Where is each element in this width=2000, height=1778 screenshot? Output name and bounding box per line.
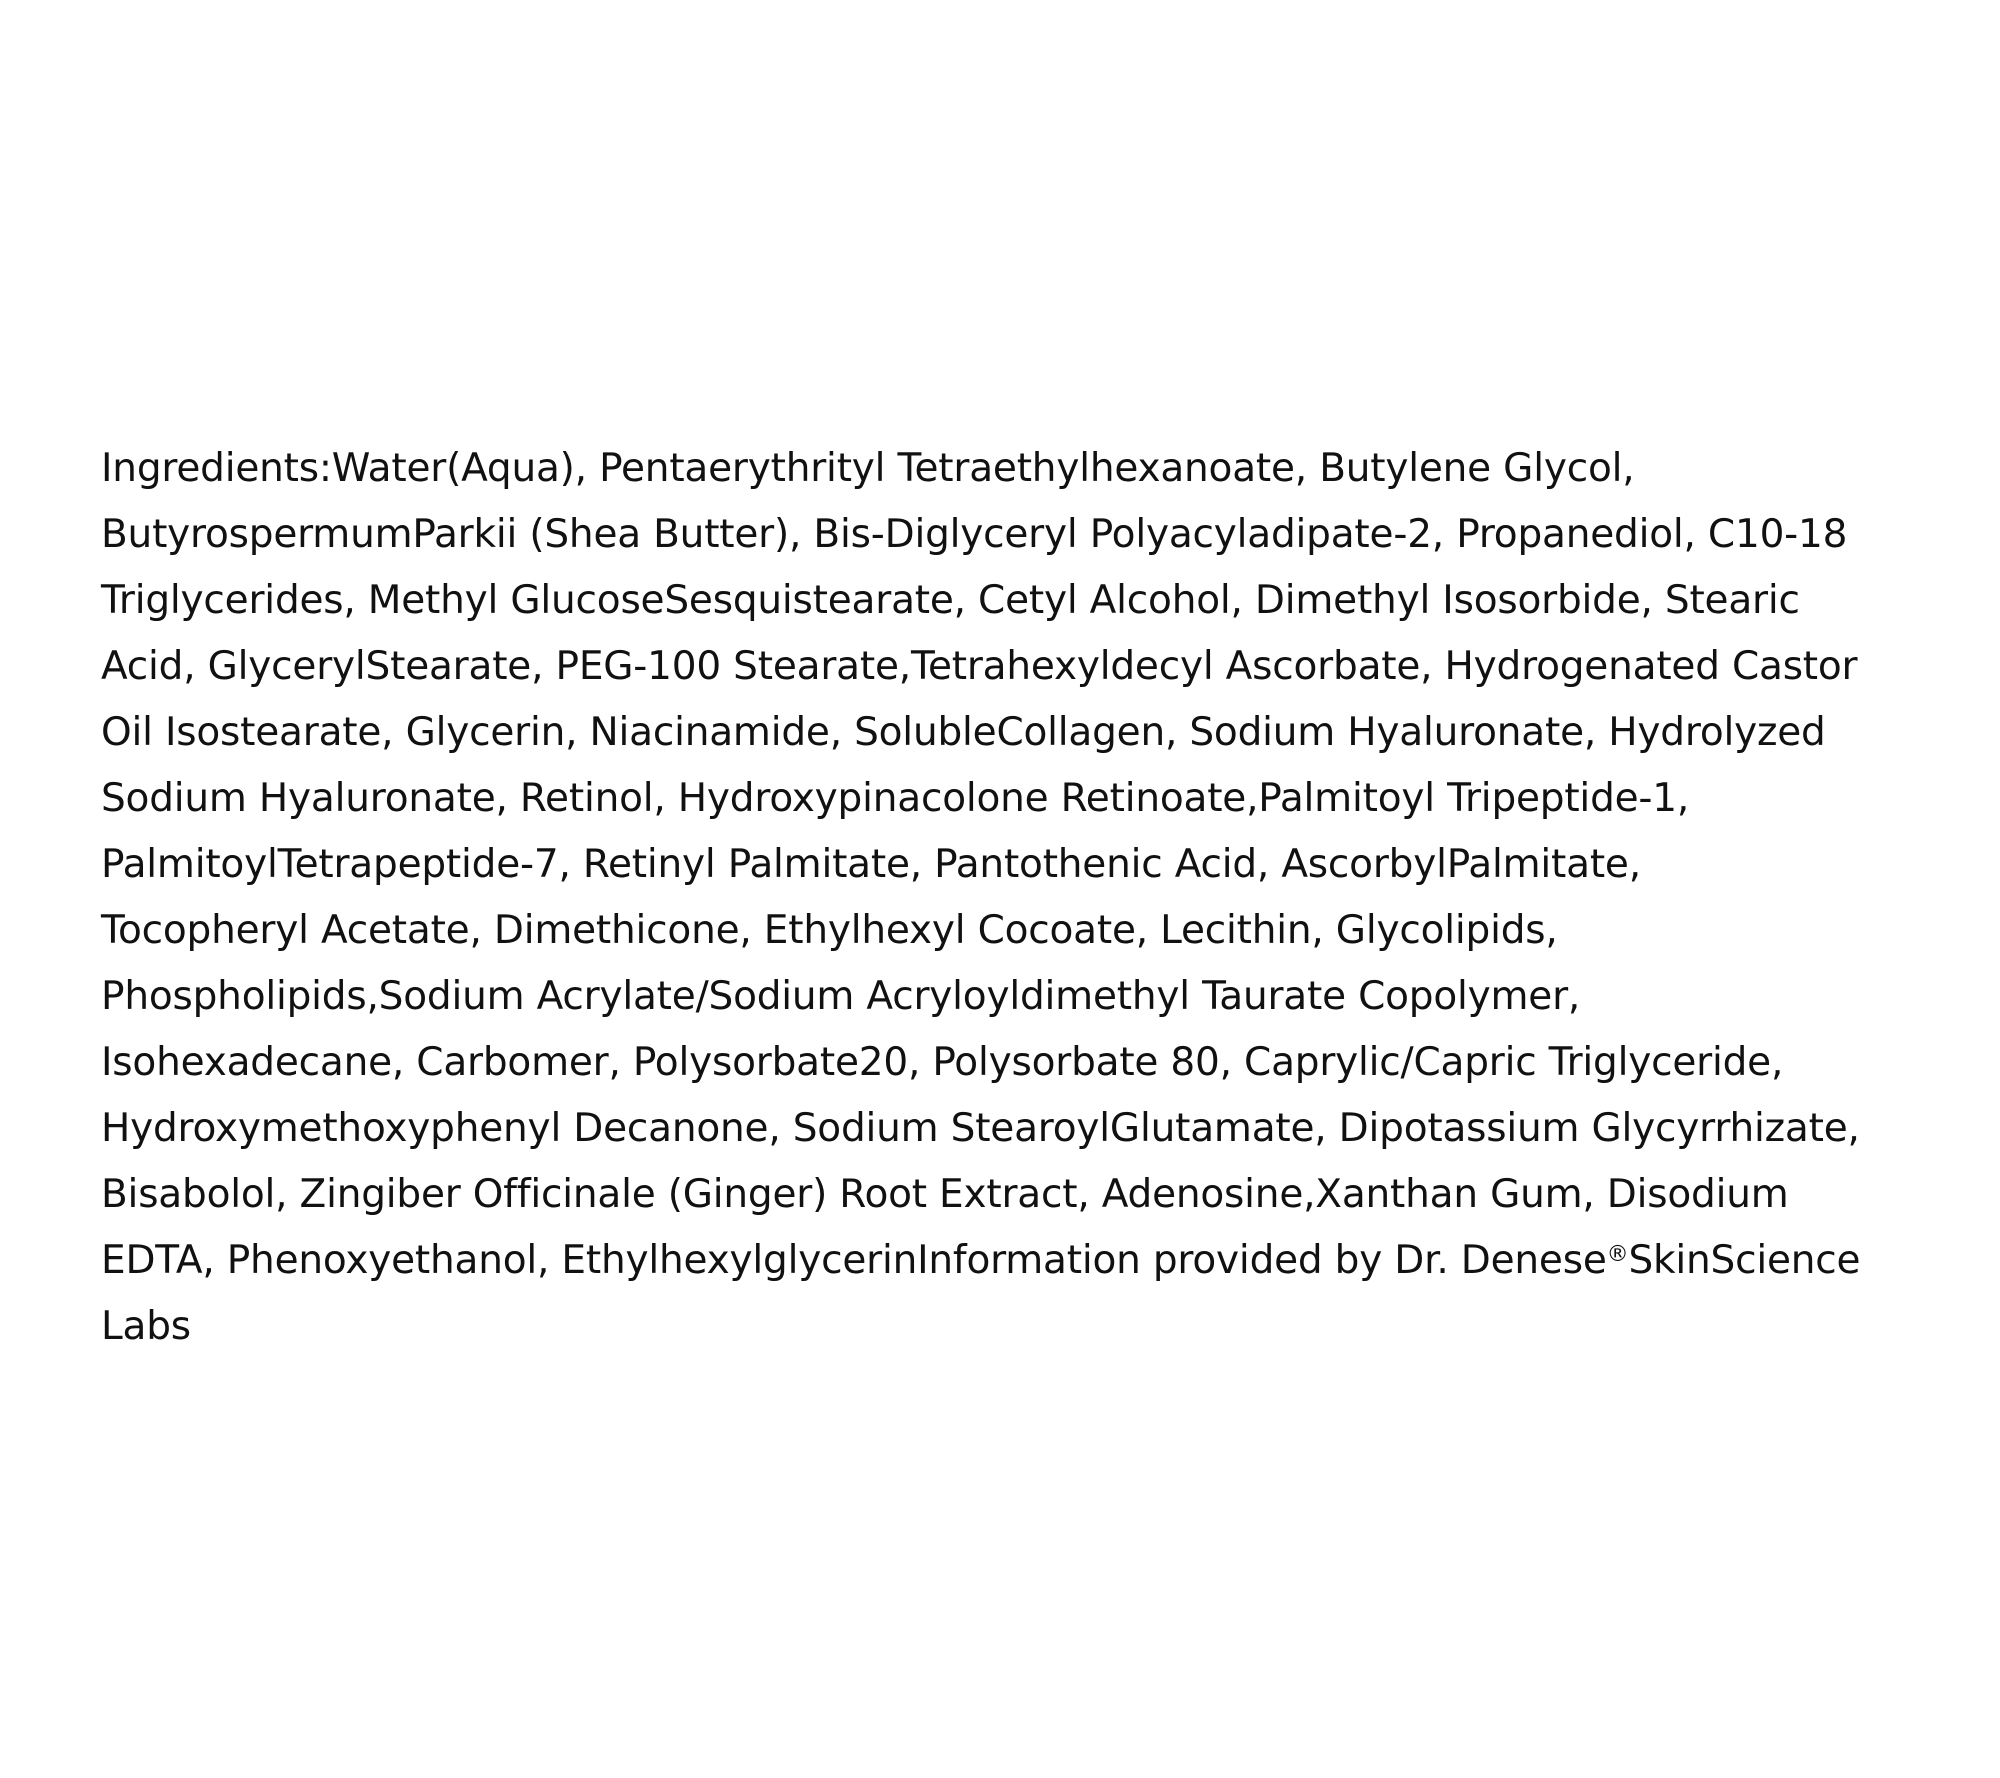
source-text: EDTA, Phenoxyethanol, EthylhexylglycerinInformation provided by Dr. Denese [101, 1238, 1607, 1283]
registered-trademark-mark: ® [1606, 1242, 1629, 1267]
ingredients-line: Tocopheryl Acetate, Dimethicone, Ethylhexyl Cocoate, Lecithin, Glycolipids, [101, 908, 1558, 953]
source-line [101, 1228, 1981, 1294]
ingredients-line: Isohexadecane, Carbomer, Polysorbate20, Polysorbate 80, Caprylic/Capric Triglyceride, [101, 1040, 1784, 1085]
ingredients-paragraph [101, 436, 1981, 1360]
ingredients-line: Hydroxymethoxyphenyl Decanone, Sodium StearoylGlutamate, Dipotassium Glycyrrhizate, [101, 1106, 1860, 1151]
ingredients-line: PalmitoylTetrapeptide-7, Retinyl Palmitate, Pantothenic Acid, AscorbylPalmitate, [101, 842, 1641, 887]
ingredients-line: Triglycerides, Methyl GlucoseSesquistearate, Cetyl Alcohol, Dimethyl Isosorbide, Stearic [101, 578, 1800, 623]
ingredients-line: Ingredients:Water(Aqua), Pentaerythrityl Tetraethylhexanoate, Butylene Glycol, [101, 446, 1635, 491]
source-final-line: Labs [101, 1304, 191, 1349]
source-brand-text: SkinScience [1628, 1238, 1861, 1283]
ingredients-line: Phospholipids,Sodium Acrylate/Sodium Acryloyldimethyl Taurate Copolymer, [101, 974, 1581, 1019]
ingredients-line: ButyrospermumParkii (Shea Butter), Bis-Diglyceryl Polyacyladipate-2, Propanediol, C10-18 [101, 512, 1848, 557]
ingredients-line: Acid, GlycerylStearate, PEG-100 Stearate,Tetrahexyldecyl Ascorbate, Hydrogenated Castor [101, 644, 1858, 689]
ingredients-line: Oil Isostearate, Glycerin, Niacinamide, SolubleCollagen, Sodium Hyaluronate, Hydrolyzed [101, 710, 1826, 755]
ingredients-line: Sodium Hyaluronate, Retinol, Hydroxypinacolone Retinoate,Palmitoyl Tripeptide-1, [101, 776, 1690, 821]
ingredients-line: Bisabolol, Zingiber Officinale (Ginger) Root Extract, Adenosine,Xanthan Gum, Disodium [101, 1172, 1789, 1217]
